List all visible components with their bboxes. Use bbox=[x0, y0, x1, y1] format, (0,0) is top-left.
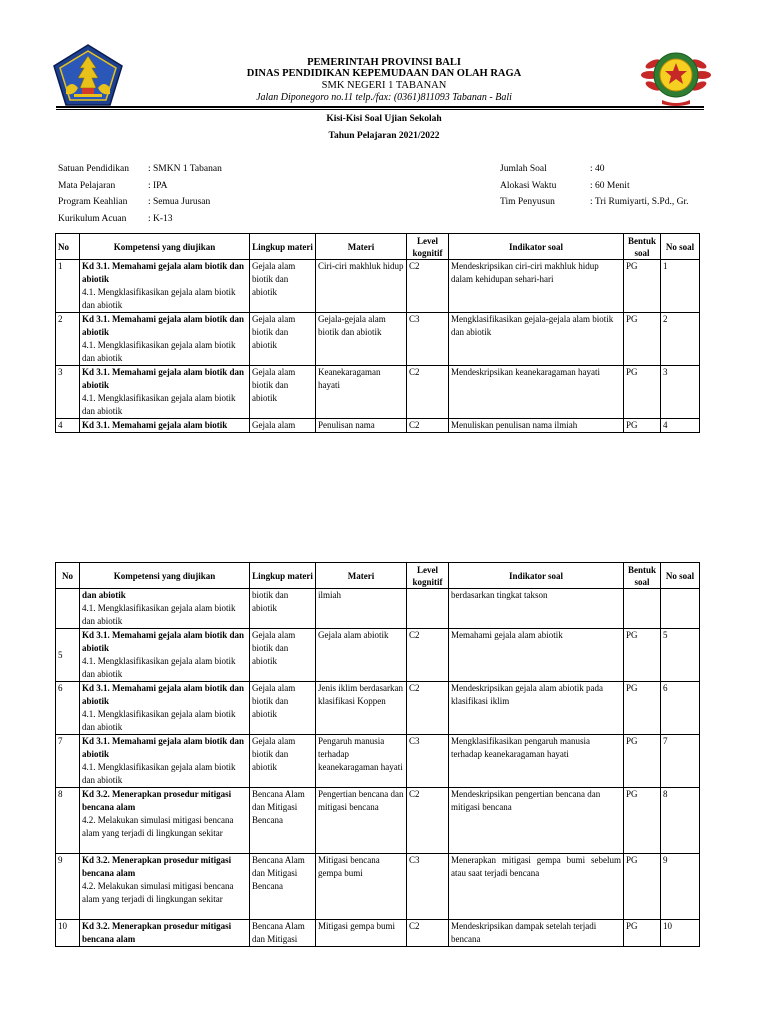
cell-kompetensi bbox=[80, 313, 250, 366]
cell-kompetensi bbox=[80, 920, 250, 947]
meta-value: : SMKN 1 Tabanan bbox=[148, 164, 222, 174]
meta-label: Kurikulum Acuan bbox=[58, 213, 127, 224]
cell-bentuk: PG bbox=[624, 260, 661, 313]
cell-no: 1 bbox=[56, 260, 80, 313]
kd-title: Kd 3.2. Menerapkan prosedur mitigasi bencana alam bbox=[82, 855, 232, 878]
cell-indikator: Mendeskripsikan gejala alam abiotik pada klasifikasi iklim bbox=[449, 682, 624, 735]
kd-title: Kd 3.1. Memahami gejala alam biotik dan abiotik bbox=[82, 261, 245, 284]
cell-bentuk: PG bbox=[624, 313, 661, 366]
col-header-level: Level kognitif bbox=[407, 563, 449, 589]
kd-detail: 4.1. Mengklasifikasikan gejala alam biotik dan abiotik bbox=[82, 762, 236, 785]
meta-row bbox=[500, 181, 688, 198]
kd-detail: 4.1. Mengklasifikasikan gejala alam biotik dan abiotik bbox=[82, 656, 236, 679]
kisi-table-page-2 bbox=[55, 562, 700, 947]
cell-materi: Keanekaragaman hayati bbox=[316, 366, 407, 419]
kd-detail: 4.2. Melakukan simulasi mitigasi bencana alam yang terjadi di lingkungan sekitar bbox=[82, 815, 234, 838]
kd-detail: 4.1. Mengklasifikasikan gejala alam biotik dan abiotik bbox=[82, 340, 236, 363]
table-row bbox=[56, 629, 700, 682]
table-row bbox=[56, 854, 700, 920]
meta-label: Tim Penyusun bbox=[500, 197, 555, 207]
header-department: DINAS PENDIDIKAN KEPEMUDAAN DAN OLAH RAGA bbox=[246, 68, 522, 79]
table-row bbox=[56, 260, 700, 313]
col-header-materi: Materi bbox=[316, 234, 407, 260]
col-header-nosoal: No soal bbox=[661, 563, 700, 589]
cell-indikator: Mendeskripsikan keanekaragaman hayati bbox=[449, 366, 624, 419]
cell-no: 9 bbox=[56, 854, 80, 920]
meta-value: : 60 Menit bbox=[590, 180, 630, 191]
cell-nosoal: 7 bbox=[661, 735, 700, 788]
cell-lingkup: Bencana Alam dan Mitigasi Bencana bbox=[250, 788, 316, 854]
cell-nosoal: 2 bbox=[661, 313, 700, 366]
table-row bbox=[56, 920, 700, 947]
table-row bbox=[56, 313, 700, 366]
cell-kompetensi bbox=[80, 419, 250, 433]
col-header-level: Level kognitif bbox=[407, 234, 449, 260]
cell-materi: Gejala-gejala alam biotik dan abiotik bbox=[316, 313, 407, 366]
cell-kompetensi bbox=[80, 788, 250, 854]
kd-title: Kd 3.1. Memahami gejala alam biotik dan abiotik bbox=[82, 630, 245, 653]
col-header-materi: Materi bbox=[316, 563, 407, 589]
col-header-bentuk: Bentuk soal bbox=[624, 234, 661, 260]
kd-title: Kd 3.2. Menerapkan prosedur mitigasi bencana alam bbox=[82, 789, 232, 812]
kd-detail: 4.1. Mengklasifikasikan gejala alam biotik dan abiotik bbox=[82, 287, 236, 310]
col-header-kompetensi: Kompetensi yang diujikan bbox=[80, 234, 250, 260]
col-header-indikator: Indikator soal bbox=[449, 234, 624, 260]
cell-level: C2 bbox=[407, 920, 449, 947]
cell-kompetensi bbox=[80, 629, 250, 682]
cell-lingkup: Gejala alam biotik dan abiotik bbox=[250, 629, 316, 682]
cell-no: 5 bbox=[56, 629, 80, 682]
cell-lingkup: biotik dan abiotik bbox=[250, 589, 316, 629]
col-header-lingkup: Lingkup materi bbox=[250, 234, 316, 260]
cell-materi: Ciri-ciri makhluk hidup bbox=[316, 260, 407, 313]
cell-indikator: Mendeskripsikan pengertian bencana dan mitigasi bencana bbox=[449, 788, 624, 854]
col-header-nosoal: No soal bbox=[661, 234, 700, 260]
cell-level: C3 bbox=[407, 735, 449, 788]
cell-materi: Gejala alam abiotik bbox=[316, 629, 407, 682]
kisi-table-page-1 bbox=[55, 233, 700, 433]
table-header-row bbox=[56, 234, 700, 260]
cell-no: 2 bbox=[56, 313, 80, 366]
cell-no bbox=[56, 589, 80, 629]
cell-no: 6 bbox=[56, 682, 80, 735]
cell-level: C2 bbox=[407, 788, 449, 854]
cell-level: C2 bbox=[407, 682, 449, 735]
header-divider-thick bbox=[56, 106, 704, 108]
kd-title: Kd 3.2. Menerapkan prosedur mitigasi bencana alam bbox=[82, 921, 232, 944]
meta-info-left bbox=[58, 164, 222, 230]
cell-kompetensi bbox=[80, 854, 250, 920]
cell-kompetensi bbox=[80, 589, 250, 629]
cell-materi: Penulisan nama bbox=[316, 419, 407, 433]
col-header-lingkup: Lingkup materi bbox=[250, 563, 316, 589]
meta-row bbox=[500, 164, 688, 181]
kd-title: dan abiotik bbox=[82, 590, 126, 600]
cell-bentuk: PG bbox=[624, 629, 661, 682]
cell-nosoal: 9 bbox=[661, 854, 700, 920]
cell-lingkup: Bencana Alam dan Mitigasi Bencana bbox=[250, 854, 316, 920]
meta-label: Jumlah Soal bbox=[500, 164, 547, 174]
header-school: SMK NEGERI 1 TABANAN bbox=[321, 80, 447, 91]
kd-title: Kd 3.1. Memahami gejala alam biotik dan abiotik bbox=[82, 683, 245, 706]
col-header-indikator: Indikator soal bbox=[449, 563, 624, 589]
cell-nosoal: 8 bbox=[661, 788, 700, 854]
meta-info-right bbox=[500, 164, 688, 214]
cell-bentuk: PG bbox=[624, 366, 661, 419]
cell-kompetensi bbox=[80, 366, 250, 419]
header-address: Jalan Diponegoro no.11 telp./fax: (0361)811093 Tabanan - Bali bbox=[256, 92, 512, 103]
cell-materi: Pengertian bencana dan mitigasi bencana bbox=[316, 788, 407, 854]
meta-label: Program Keahlian bbox=[58, 197, 128, 207]
cell-no: 7 bbox=[56, 735, 80, 788]
cell-materi: Mitigasi bencana gempa bumi bbox=[316, 854, 407, 920]
kd-title: Kd 3.1. Memahami gejala alam biotik dan abiotik bbox=[82, 314, 245, 337]
cell-level: C2 bbox=[407, 366, 449, 419]
meta-row bbox=[58, 214, 222, 231]
document-title: Kisi-Kisi Soal Ujian Sekolah bbox=[326, 114, 442, 124]
meta-label: Alokasi Waktu bbox=[500, 180, 557, 191]
cell-materi: ilmiah bbox=[316, 589, 407, 629]
table-row bbox=[56, 366, 700, 419]
meta-value: : Tri Rumiyarti, S.Pd., Gr. bbox=[590, 197, 689, 207]
cell-indikator: Mengklasifikasikan gejala-gejala alam biotik dan abiotik bbox=[449, 313, 624, 366]
document-year: Tahun Pelajaran 2021/2022 bbox=[328, 131, 440, 141]
cell-kompetensi bbox=[80, 735, 250, 788]
cell-level: C3 bbox=[407, 313, 449, 366]
table-row bbox=[56, 735, 700, 788]
meta-row bbox=[58, 181, 222, 198]
cell-level bbox=[407, 589, 449, 629]
cell-bentuk: PG bbox=[624, 682, 661, 735]
table-row-continuation bbox=[56, 589, 700, 629]
cell-materi: Jenis iklim berdasarkan klasifikasi Koppen bbox=[316, 682, 407, 735]
table-row bbox=[56, 788, 700, 854]
cell-level: C2 bbox=[407, 419, 449, 433]
col-header-bentuk: Bentuk soal bbox=[624, 563, 661, 589]
kd-detail: 4.1. Mengklasifikasikan gejala alam biotik dan abiotik bbox=[82, 603, 236, 626]
col-header-no: No bbox=[56, 234, 80, 260]
table-header-row bbox=[56, 563, 700, 589]
cell-indikator: Mendeskripsikan dampak setelah terjadi bencana bbox=[449, 920, 624, 947]
cell-bentuk: PG bbox=[624, 854, 661, 920]
cell-nosoal bbox=[661, 589, 700, 629]
cell-indikator: Menuliskan penulisan nama ilmiah bbox=[449, 419, 624, 433]
cell-kompetensi bbox=[80, 260, 250, 313]
cell-kompetensi bbox=[80, 682, 250, 735]
cell-bentuk: PG bbox=[624, 788, 661, 854]
cell-lingkup: Gejala alam biotik dan abiotik bbox=[250, 260, 316, 313]
cell-bentuk: PG bbox=[624, 735, 661, 788]
cell-lingkup: Gejala alam bbox=[250, 419, 316, 433]
col-header-kompetensi: Kompetensi yang diujikan bbox=[80, 563, 250, 589]
cell-bentuk: PG bbox=[624, 419, 661, 433]
kd-title: Kd 3.1. Memahami gejala alam biotik bbox=[82, 420, 228, 430]
header-government: PEMERINTAH PROVINSI BALI bbox=[307, 57, 461, 68]
meta-row bbox=[500, 197, 688, 214]
meta-value: : 40 bbox=[590, 164, 605, 174]
cell-nosoal: 10 bbox=[661, 920, 700, 947]
cell-indikator: Memahami gejala alam abiotik bbox=[449, 629, 624, 682]
cell-indikator: berdasarkan tingkat takson bbox=[449, 589, 624, 629]
col-header-no: No bbox=[56, 563, 80, 589]
cell-no: 8 bbox=[56, 788, 80, 854]
cell-nosoal: 3 bbox=[661, 366, 700, 419]
cell-level: C2 bbox=[407, 629, 449, 682]
header-divider-thin bbox=[56, 109, 704, 110]
cell-lingkup: Bencana Alam dan Mitigasi bbox=[250, 920, 316, 947]
kd-title: Kd 3.1. Memahami gejala alam biotik dan abiotik bbox=[82, 736, 245, 759]
cell-lingkup: Gejala alam biotik dan abiotik bbox=[250, 313, 316, 366]
cell-materi: Mitigasi gempa bumi bbox=[316, 920, 407, 947]
cell-indikator: Menerapkan mitigasi gempa bumi sebelum atau saat terjadi bencana bbox=[449, 854, 624, 920]
cell-lingkup: Gejala alam biotik dan abiotik bbox=[250, 682, 316, 735]
cell-nosoal: 6 bbox=[661, 682, 700, 735]
table-row bbox=[56, 419, 700, 433]
cell-level: C2 bbox=[407, 260, 449, 313]
cell-lingkup: Gejala alam biotik dan abiotik bbox=[250, 735, 316, 788]
table-row bbox=[56, 682, 700, 735]
cell-level: C3 bbox=[407, 854, 449, 920]
cell-bentuk bbox=[624, 589, 661, 629]
cell-nosoal: 5 bbox=[661, 629, 700, 682]
cell-no: 3 bbox=[56, 366, 80, 419]
meta-value: : Semua Jurusan bbox=[148, 197, 211, 207]
cell-indikator: Mendeskripsikan ciri-ciri makhluk hidup dalam kehidupan sehari-hari bbox=[449, 260, 624, 313]
kd-title: Kd 3.1. Memahami gejala alam biotik dan abiotik bbox=[82, 367, 245, 390]
cell-lingkup: Gejala alam biotik dan abiotik bbox=[250, 366, 316, 419]
cell-materi: Pengaruh manusia terhadap keanekaragaman hayati bbox=[316, 735, 407, 788]
cell-no: 10 bbox=[56, 920, 80, 947]
kd-detail: 4.1. Mengklasifikasikan gejala alam biotik dan abiotik bbox=[82, 393, 236, 416]
meta-label: Satuan Pendidikan bbox=[58, 164, 129, 174]
meta-label: Mata Pelajaran bbox=[58, 180, 116, 191]
meta-row bbox=[58, 197, 222, 214]
kd-detail: 4.1. Mengklasifikasikan gejala alam biotik dan abiotik bbox=[82, 709, 236, 732]
cell-nosoal: 4 bbox=[661, 419, 700, 433]
cell-no: 4 bbox=[56, 419, 80, 433]
cell-indikator: Mengklasifikasikan pengaruh manusia terhadap keanekaragaman hayati bbox=[449, 735, 624, 788]
kd-detail: 4.2. Melakukan simulasi mitigasi bencana alam yang terjadi di lingkungan sekitar bbox=[82, 881, 234, 904]
meta-value: : IPA bbox=[148, 180, 168, 191]
meta-row bbox=[58, 164, 222, 181]
cell-nosoal: 1 bbox=[661, 260, 700, 313]
cell-bentuk: PG bbox=[624, 920, 661, 947]
meta-value: : K-13 bbox=[148, 213, 173, 224]
